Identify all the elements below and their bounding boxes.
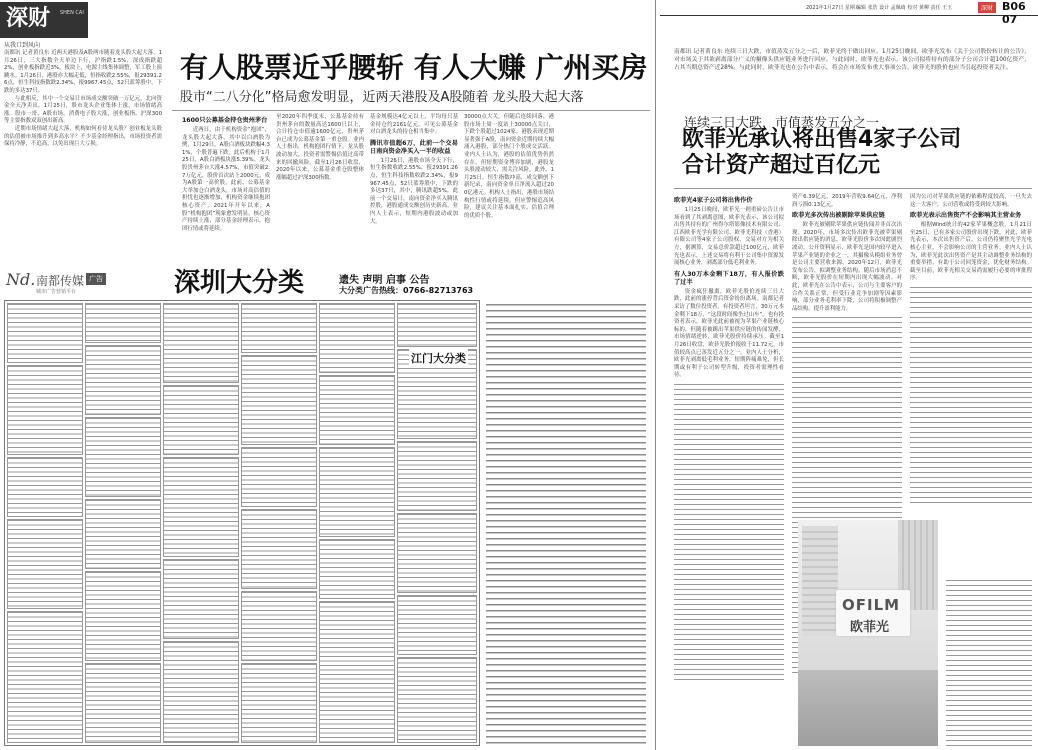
ad-cell xyxy=(7,611,83,743)
right-c3-body-1: 因为公司对苹果供应链的依赖程度较高，一旦失去这一大客户，公司营收或将受到较大影响。 xyxy=(910,194,1032,208)
right-page xyxy=(660,0,1038,750)
left-intro-p1: 南都讯 记者黄良东 近两天港股及A股两市随着龙头股大起大落，1月26日，三大指数全天单边下行，沪指跌1.5%，深成指跌超2%，创业板指跌近3%，板块上，电源主线集体调整，军工股上演跳水。1月26日，港股亦大幅走低，恒指收跌2.55%，报29391.26点，恒生科技指数跌2.34%，报9967.45点，52只蓝筹股中，下跌的多达37只。 xyxy=(4,50,162,94)
ad-cell xyxy=(85,417,161,497)
col4-body2: 1月26日，港股市场全天下行，恒生指数收跌2.55%，报29391.26点，恒生科技指数收跌2.34%，报9967.45点，52只蓝筹股中，下跌的多达37只，其中，腾讯跌超5%，此前一个交易日，南向资金净买入腾讯控股，港股通成交额创历史新高。业内人士表示，短期内港股波动或加大。 xyxy=(370,157,458,225)
right-title-2: 合计资产超过百亿元 xyxy=(682,153,881,178)
ad-cell xyxy=(85,345,161,415)
ad-cell xyxy=(319,303,395,373)
ad-cell xyxy=(163,303,239,383)
right-c3-filler xyxy=(910,287,1032,507)
ad-cell xyxy=(397,657,477,743)
right-c2-body-1: 资产6.39亿元，2019年营收9.64亿元，净利润亏损0.13亿元。 xyxy=(792,194,902,208)
col5-body: 30000点大关，但随后连续回落，港股市场上周一度站上30000点关口，下跌个股超过1024家。港股表现近期显著强于A股，南向资金近期持续大幅涌入港股，部分热门个股成交活跃。业内人士认为，港股的估值优势仍然存在，但短期资金博弈加剧，港股龙头股波动较大，需关注风险。此外，1月25日，恒生指数冲高，成交额创下新纪录，南向资金单日净流入超过200亿港元。机构人士指出，港股市场结构性行情或将延续，但应警惕追高风险，建议关注基本面扎实、估值合理的优质个股。 xyxy=(464,114,554,219)
right-c2-body-2: 欧菲光被剔除苹果供应链传闻并非首次出现。2020年，市场多次传出欧菲光被苹果剔除出供应链的消息，欧菲光股价多次因此剧烈波动。公开资料显示，欧菲光是国内较早进入苹果产业链的企业之一，其摄像头模组业务曾是公司主要营收来源。2020年12月，欧菲光发布公告，拟调整业务结构。随后市场消息不断，欧菲光股价在短期内出现大幅波动。对此，欧菲光在公告中表示，公司与主要客户的合作关系正常，但受行业竞争加剧等因素影响，部分业务毛利率下降，公司将积极调整产品结构，提升盈利能力。 xyxy=(792,222,902,312)
ad-cell xyxy=(241,303,317,353)
ofilm-logo-en: OFILM xyxy=(842,596,901,614)
ad-cell xyxy=(241,355,317,445)
headline-divider xyxy=(172,110,650,111)
classified-grid xyxy=(4,300,480,746)
ad-cell xyxy=(163,385,239,455)
ad-cell xyxy=(397,595,477,655)
col2-subhead: 1600只公募基金持仓贵州茅台 xyxy=(182,117,268,124)
ad-cell xyxy=(241,591,317,661)
ad-cell xyxy=(163,641,239,743)
left-page-right-column xyxy=(486,304,646,746)
header-date: 2021年1月27日 星期三 xyxy=(806,5,860,11)
page-gutter xyxy=(655,0,656,750)
right-c1-subhead-2: 有人30万本金剩下18万，有人报价跌了过半 xyxy=(674,270,784,286)
left-intro-column xyxy=(4,50,162,298)
ad-cell xyxy=(397,303,477,347)
ad-cell xyxy=(319,601,395,743)
col3-body: 至2020年四季度末，公募基金持有贵州茅台的数量高达1600只以上，合计持仓市值逾1600亿元，贵州茅台已成为公募基金第一重仓股。业内人士指出，机构抱团行情下，龙头股波动加大，投资者需警惕估值过高带来的回撤风险。截至1月26日收盘，2020年以来，公募基金重仓股整体涨幅超过沪深300指数。 xyxy=(276,114,364,181)
header-editors: 编辑 张浩 设计 孟佩绮 校对 黄柳 责任 王玉 xyxy=(856,5,953,11)
ofilm-logo-cn: 欧菲光 xyxy=(850,620,890,635)
classified-header xyxy=(4,268,480,298)
classified-logo-tag: 广告 xyxy=(86,273,106,285)
right-c1-body-2: 资金疯狂撤离，欧菲光股价连续三日大跌，此前的涨停背后资金纷纷离场。南都记者采访了数位投资者，有投资者坦言，30万元本金剩下18万，“这段时间像坐过山车”。也有投资者表示，欧菲光此前被视为苹果产业链核心标的，但随着被踢出苹果供应链的传闻发酵，市场情绪逆转，欧菲光股价持续承压。截至1月26日收盘，欧菲光股价报收于11.72元，市值较高点已蒸发近五分之一。业内人士分析，欧菲光剥离低毛利业务，短期阵痛难免，但长期或有利于公司转型升级，投资者需理性看待。 xyxy=(674,288,784,379)
ad-cell xyxy=(241,663,317,743)
ad-cell xyxy=(85,499,161,569)
ad-cell xyxy=(7,303,83,363)
headline-main: 有人股票近乎腰斩 有人大赚 广州买房 xyxy=(180,51,648,84)
col2-body: 近两日，由于机构资金“抱团”，龙头股大起大落，其中以白酒股为例，1月29日，A股白酒板块跌幅4.31%，个股普遍下跌。此后机构于1月25日，A股白酒板块涨5.39%。龙头股贵州茅台大涨4.57%，市值突破2.7万亿元，股价首次站上2000元，成为A股第一高价股。此前，公募基金大举加仓白酒龙头，市场对高估值的担忧也逐渐增加，机构资金继续抱团核心资产。2021年开年以来，A股“机构抱团”现象愈发明显，核心资产持续上涨，部分基金经理表示，抱团行情或将延续。 xyxy=(182,127,270,232)
right-bottom-text xyxy=(946,580,1032,746)
right-c1-body-1: 1月25日晚间，欧菲光一则重磅公告让市场看到了其剥离意图，欧菲光表示，该公司拟出售其持有的广州得尔塔影像技术有限公司、江西欧菲光学有限公司、欧菲光科技（香港）有限公司等4家子公司股权，交易对方为相关方，据测算，交易总价款超过100亿元，欧菲光也表示，上述交易将有利于公司集中资源发展核心业务，剥离部分低毛利业务。 xyxy=(674,207,784,267)
ad-cell xyxy=(85,303,161,343)
classified-contact-1: 遗失 声明 启事 公告 xyxy=(339,275,430,286)
left-intro-p2: 与此相反，其中一个交易日市场成交额突破一万亿元，北向资金全天净卖出。1月25日，股市龙头企业集体上涨，市场情绪高涨。股市一哥、A股市场，消费电子股大涨，创业板指、沪深300等主要指数双双创出新高。 xyxy=(4,95,162,125)
col4-subhead: 腾讯市值超6万，此前一个交易日南向资金净买入一半的收益 xyxy=(370,139,458,155)
classified-logo xyxy=(4,268,164,298)
jiangmen-section-title: 江门大分类 xyxy=(409,349,468,367)
right-headline-divider xyxy=(674,188,1032,189)
right-kicker: 连续三日大跌，市值蒸发五分之一 xyxy=(684,116,880,131)
right-col-1 xyxy=(674,194,784,746)
ad-cell xyxy=(319,447,395,537)
photo-building-left xyxy=(802,526,838,636)
ad-cell xyxy=(241,509,317,589)
right-intro-text: 南都讯 记者黄良东 连续三日大跌，市值蒸发五分之一后，欧菲光终于做出回应。1月25日晚间，欧菲光发布《关于公司股份转让的公告》，对市场关于其欲剥离部分广义的摄像头供应链业务进行回应。与此同时，欧菲光也表示，该公司拟将持有的部分子公司合计超100亿资产，占其当期总资产近28%。与此同时，欧菲光也在公告中表示，将会在市场发布重大事项公告，欧菲光的股价也应当引起投资者关注。 xyxy=(674,49,1030,71)
right-c1-subhead-1: 欧菲光4家子公司将出售作价 xyxy=(674,197,753,204)
header-badge: 深财 xyxy=(978,2,996,13)
right-intro xyxy=(674,48,1030,96)
classified-title: 深圳大分类 xyxy=(174,268,305,298)
right-col-3 xyxy=(910,194,1032,574)
ad-cell xyxy=(85,663,161,743)
right-header xyxy=(660,0,1038,26)
section-badge xyxy=(0,2,88,38)
ad-cell xyxy=(85,571,161,661)
photo-ground xyxy=(798,670,938,746)
ad-cell xyxy=(163,559,239,639)
ad-cell xyxy=(319,375,395,445)
headline-sub: 股市“二八分化”格局愈发明显，近两天港股及A股随着 龙头股大起大落 xyxy=(180,90,584,105)
right-c1-filler xyxy=(674,384,784,684)
ad-cell xyxy=(7,519,83,609)
right-c3-subhead-1: 欧菲光表示出售资产不会影响其主营业务 xyxy=(910,212,1022,220)
section-badge-title: 深财 xyxy=(6,5,51,31)
ad-cell xyxy=(241,447,317,507)
ad-cell xyxy=(163,457,239,557)
left-intro-p3: 近期市场情绪大起大落，机构如何看待龙头股？创业板龙头股的估值被市场推升到多高水平？不少基金经理指出，市场投资者需保持冷静，不追高，以免出现巨大亏损。 xyxy=(4,125,162,148)
ofilm-sign xyxy=(836,590,910,636)
col4-body: 基金规模达4亿元以上，平均每只基金持仓约2161亿元。可见公募基金对白酒龙头的持仓相当集中。 xyxy=(370,114,458,136)
right-c3-body-2: 根据Wind统计的42家苹果概念股，1月21日至25日，已有多家公司股价出现下跌。对此，欧菲光表示，本次出售资产后，公司仍将聚焦光学光电核心主业，不会影响公司的主营业务。业内人士认为，欧菲光此次出售资产是其主动调整业务结构的重要举措，有助于公司回笼资金，优化财务结构。截至目前，欧菲光相关交易尚需履行必要的审批程序。 xyxy=(910,222,1032,282)
right-c2-subhead-1: 欧菲光多次传出被剔除苹果供应链 xyxy=(792,212,885,220)
classified-logo-sub: 城市广告营销平台 xyxy=(36,289,77,295)
ad-cell xyxy=(7,457,83,517)
ad-cell xyxy=(397,441,477,511)
classified-contact-2: 大分类广告热线：0766-82713763 xyxy=(339,286,474,295)
section-sub: 从我口到风向 xyxy=(4,42,41,49)
header-page-no: B06 07 xyxy=(1002,0,1026,26)
section-badge-pinyin: SHEN CAI xyxy=(60,10,84,16)
ofilm-photo xyxy=(798,520,938,746)
right-title-1: 欧菲光承认将出售4家子公司 xyxy=(682,127,962,152)
classified-logo-name: 南都传媒 xyxy=(36,274,85,288)
ad-cell xyxy=(319,539,395,599)
classified-logo-prefix: Nd. xyxy=(6,270,36,289)
ad-cell xyxy=(7,365,83,455)
ad-cell xyxy=(397,513,477,593)
